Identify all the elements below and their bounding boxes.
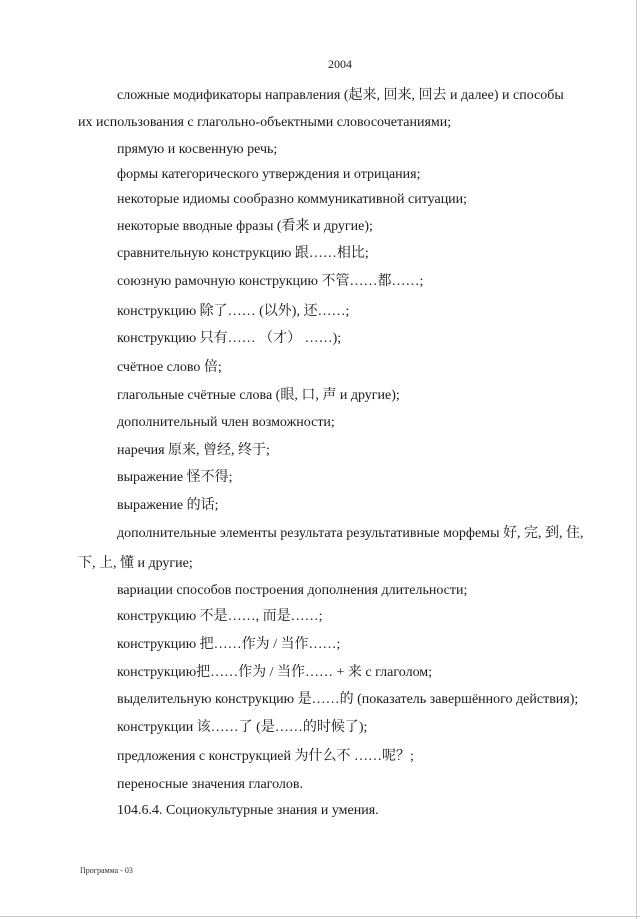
- text-line: 下, 上, 懂 и другие;: [78, 556, 193, 571]
- text-line: глагольные счётные слова (眼, 口, 声 и другие);: [117, 388, 400, 403]
- text-line: некоторые идиомы сообразно коммуникативной ситуации;: [117, 192, 468, 207]
- text-line: конструкцию 不是……, 而是……;: [117, 609, 323, 624]
- text-line: сложные модификаторы направления (起来, 回来, 回去 и далее) и способы: [117, 88, 564, 103]
- text-line: прямую и косвенную речь;: [117, 142, 278, 157]
- text-line: выделительную конструкцию 是……的 (показатель завершённого действия);: [117, 692, 579, 707]
- scan-border-bottom: [0, 916, 640, 917]
- text-line: предложения с конструкцией 为什么不 ……呢？;: [117, 749, 414, 764]
- text-line: наречия 原来, 曾经, 终于;: [117, 443, 270, 458]
- text-line: выражение 的话;: [117, 498, 219, 513]
- text-line: счётное слово 倍;: [117, 360, 222, 375]
- text-line: сравнительную конструкцию 跟……相比;: [117, 246, 369, 261]
- text-line: конструкцию把……作为 / 当作…… + 来 с глаголом;: [117, 665, 433, 680]
- text-line: переносные значения глаголов.: [117, 777, 303, 792]
- scan-border-right: [636, 0, 637, 919]
- text-line: конструкцию 除了…… (以外), 还……;: [117, 304, 350, 319]
- text-line: 104.6.4. Социокультурные знания и умения.: [117, 803, 379, 818]
- text-line: некоторые вводные фразы (看来 и другие);: [117, 219, 373, 234]
- page-number: 2004: [328, 57, 352, 71]
- text-line: дополнительный член возможности;: [117, 415, 335, 430]
- footer-label: Программа - 03: [80, 866, 133, 875]
- text-line: формы категорического утверждения и отрицания;: [117, 167, 421, 182]
- text-line: дополнительные элементы результата результативные морфемы 好, 完, 到, 住,: [117, 526, 584, 541]
- text-line: союзную рамочную конструкцию 不管……都……;: [117, 274, 424, 289]
- text-line: вариации способов построения дополнения длительности;: [117, 583, 468, 598]
- text-line: конструкции 该……了 (是……的时候了);: [117, 720, 368, 735]
- text-line: выражение 怪不得;: [117, 470, 233, 485]
- text-line: конструкцию 只有…… （才） ……);: [117, 331, 342, 346]
- text-line: конструкцию 把……作为 / 当作……;: [117, 637, 341, 652]
- text-line: их использования с глагольно-объектными словосочетаниями;: [78, 115, 452, 130]
